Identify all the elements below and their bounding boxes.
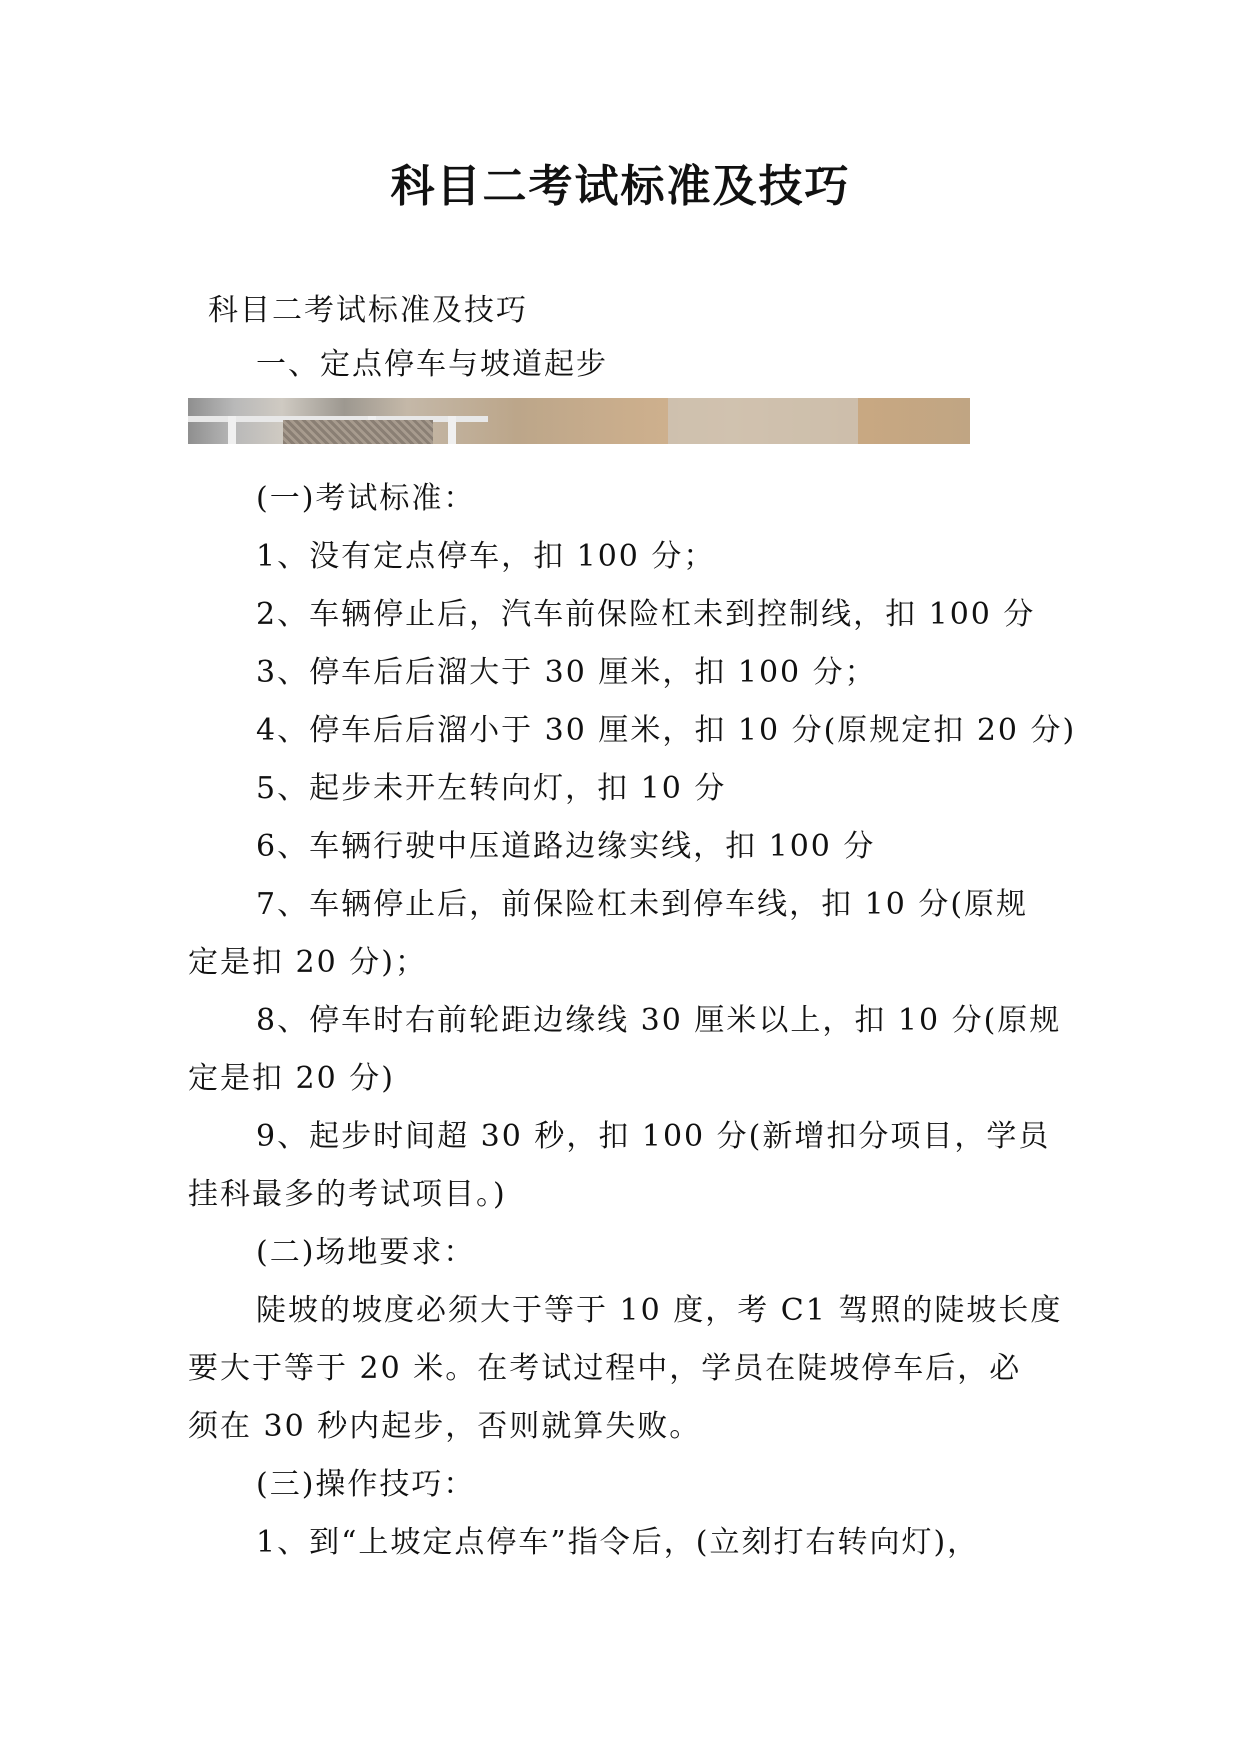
standard-item-continued: 定是扣 20 分): [188, 1061, 395, 1096]
standard-item: 2、车辆停止后，汽车前保险杠未到控制线，扣 100 分: [256, 597, 1036, 632]
standard-item: 6、车辆行驶中压道路边缘实线，扣 100 分: [256, 829, 876, 864]
site-paragraph-continued: 须在 30 秒内起步，否则就算失败。: [188, 1409, 702, 1444]
tip-item: 1、到“上坡定点停车”指令后，(立刻打右转向灯)，: [256, 1525, 980, 1560]
heading: 科目二考试标准及技巧: [208, 293, 528, 328]
document-title: 科目二考试标准及技巧: [390, 161, 851, 212]
standard-item: 8、停车时右前轮距边缘线 30 厘米以上，扣 10 分(原规: [256, 1003, 1062, 1038]
section-heading: 一、定点停车与坡道起步: [256, 347, 608, 382]
subheading-site: (二)场地要求：: [256, 1235, 476, 1270]
subheading-tips: (三)操作技巧：: [256, 1467, 476, 1502]
standard-item-continued: 定是扣 20 分)；: [188, 945, 427, 980]
site-paragraph-continued: 要大于等于 20 米。在考试过程中，学员在陡坡停车后，必: [188, 1351, 1022, 1386]
photo-strip: [188, 398, 970, 444]
standard-item: 4、停车后后溜小于 30 厘米，扣 10 分(原规定扣 20 分): [256, 713, 1077, 748]
site-paragraph: 陡坡的坡度必须大于等于 10 度，考 C1 驾照的陡坡长度: [256, 1293, 1063, 1328]
standard-item: 1、没有定点停车，扣 100 分；: [256, 539, 716, 574]
standard-item: 5、起步未开左转向灯，扣 10 分: [256, 771, 727, 806]
standard-item-continued: 挂科最多的考试项目。): [188, 1177, 507, 1212]
standard-item: 3、停车后后溜大于 30 厘米，扣 100 分；: [256, 655, 877, 690]
subheading-standards: (一)考试标准：: [256, 481, 476, 516]
standard-item: 9、起步时间超 30 秒，扣 100 分(新增扣分项目，学员: [256, 1119, 1051, 1154]
standard-item: 7、车辆停止后，前保险杠未到停车线，扣 10 分(原规: [256, 887, 1029, 922]
